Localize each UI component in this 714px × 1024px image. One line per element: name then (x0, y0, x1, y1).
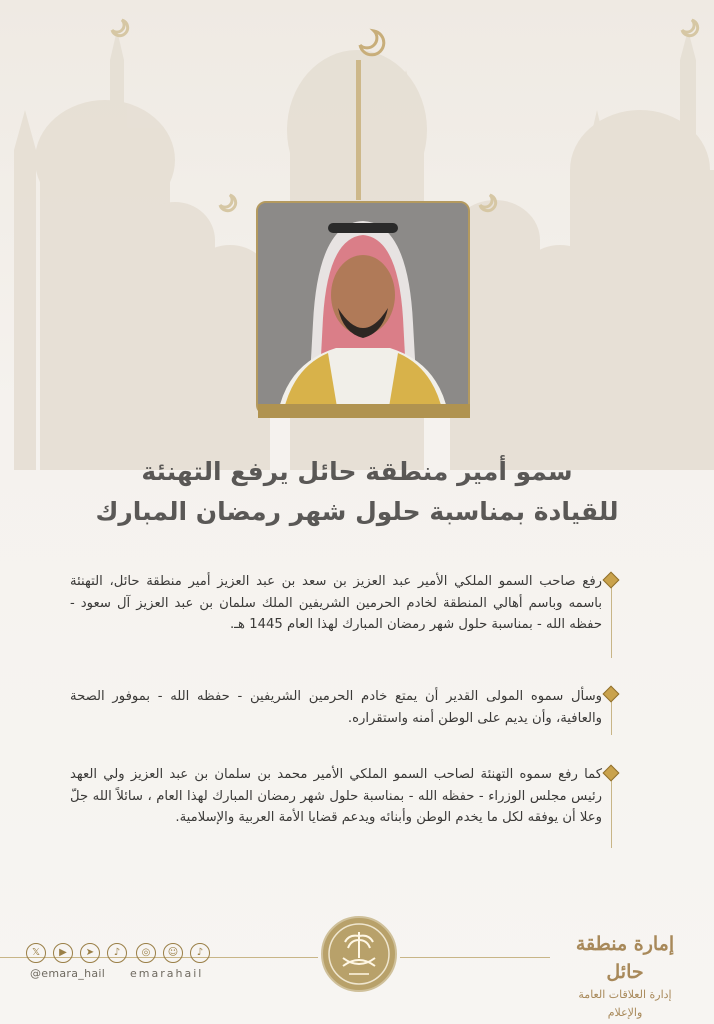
handle-right[interactable]: emarahail (130, 967, 204, 980)
paragraph-3-rule (611, 778, 612, 848)
portrait-photo (256, 201, 470, 415)
palm-swords-emblem-icon (323, 918, 395, 990)
paragraph-2-bullet-icon (603, 686, 620, 703)
photo-gold-bar (258, 404, 470, 418)
portrait-illustration (258, 203, 468, 413)
tiktok-icon[interactable]: ♪ (190, 943, 210, 963)
paragraph-1-rule (611, 583, 612, 658)
instagram-icon[interactable]: ◎ (136, 943, 156, 963)
emirate-logo (560, 930, 690, 1019)
logo-line-1: إمارة منطقة حائل (575, 933, 675, 983)
paragraph-2-rule (611, 700, 612, 735)
headline (60, 452, 654, 532)
paragraph-3-bullet-icon (603, 765, 620, 782)
paragraph-2: وسأل سموه المولى القدير أن يمتع خادم الحرمين الشريفين - حفظه الله - بموفور الصحة والعافية، وأن يديم على الوطن أمنه واستقراره. (70, 689, 602, 726)
paragraph-1-bullet-icon (603, 572, 620, 589)
social-icons-right (136, 943, 210, 963)
handle-left[interactable]: @emara_hail (30, 967, 106, 980)
saudi-emblem-icon (321, 916, 397, 992)
headline-line-2: للقيادة بمناسبة حلول شهر رمضان المبارك (95, 497, 619, 526)
telegram-icon[interactable]: ➤ (80, 943, 100, 963)
headline-line-1: سمو أمير منطقة حائل يرفع التهنئة (141, 457, 573, 486)
paragraph-1: رفع صاحب السمو الملكي الأمير عبد العزيز بن سعد بن عبد العزيز أمير منطقة حائل، التهنئة باسمه وباسم أهالي المنطقة لخادم الحرمين الشريفين الملك سلمان بن عبد العزيز آل سعود - حفظه الله - بمناسبة حلول شهر رمضان المبارك لهذا العام 1445 هـ. (70, 574, 602, 632)
snapchat-icon[interactable]: ☺ (163, 943, 183, 963)
youtube-icon[interactable]: ▶ (53, 943, 73, 963)
social-icons-left (26, 943, 127, 963)
tiktok-icon[interactable]: ♪ (107, 943, 127, 963)
x-icon[interactable]: 𝕏 (26, 943, 46, 963)
paragraph-3: كما رفع سموه التهنئة لصاحب السمو الملكي الأمير محمد بن سلمان بن عبد العزيز ولي العهد رئيس مجلس الوزراء - حفظه الله - بمناسبة حلول شهر رمضان المبارك لهذا العام ، سائلاً الله جلّ وعلا أن يوفقه لكل ما يخدم الوطن وأبنائه ويدعم قضايا الأمة العربية والإسلامية. (70, 767, 602, 825)
logo-line-2: إدارة العلاقات العامة والإعلام (578, 988, 672, 1019)
footer-divider-right (400, 957, 550, 958)
